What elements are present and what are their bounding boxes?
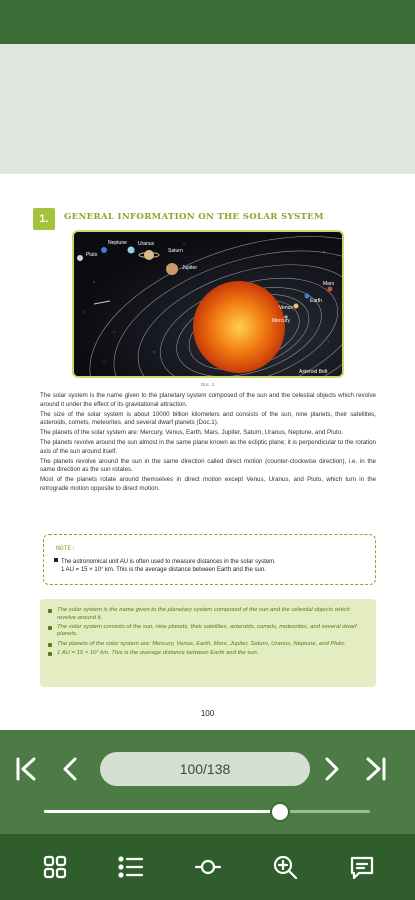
bullet-icon <box>48 626 52 630</box>
label-jupiter: Jupiter <box>182 265 198 271</box>
slider-thumb[interactable] <box>270 802 290 822</box>
neptune-planet <box>101 247 107 253</box>
paragraph: The planets of the solar system are: Mercury, Venus, Earth, Mars, Jupiter, Saturn, Uranus, Neptune, and Pluto. <box>40 429 343 437</box>
top-bar <box>0 0 415 44</box>
solar-system-illustration <box>74 232 342 376</box>
book-page[interactable] <box>0 174 415 730</box>
section-number: 1. <box>33 208 55 230</box>
summary-item: The planets of the solar system are: Mercury, Venus, Earth, Mars, Jupiter, Saturn, Uranus, Neptune, and Pluto. <box>48 641 368 649</box>
label-pluto: Pluto <box>86 252 98 258</box>
bullet-icon <box>48 643 52 647</box>
label-neptune: Neptune <box>108 240 127 246</box>
sun <box>193 281 285 373</box>
label-asteroid-belt: Asteroid Belt <box>299 369 328 375</box>
bottom-toolbar <box>0 834 415 900</box>
paragraph: Most of the planets rotate around themselves in direct motion except Venus, Uranus, and Pluto, which turn in the retrograde motion opposite to direct motion. <box>40 476 376 492</box>
label-saturn: Saturn <box>168 248 183 254</box>
chevron-right-icon[interactable] <box>322 756 342 787</box>
bullet-square-icon <box>54 558 58 562</box>
label-uranus: Uranus <box>138 241 155 247</box>
earth-planet <box>305 294 310 299</box>
solar-system-figure <box>72 230 344 378</box>
note-line-1: The astronomical unit AU is often used to measure distances in the solar system. <box>61 559 276 565</box>
note-label: NOTE: <box>56 544 76 552</box>
bullet-icon <box>48 652 52 656</box>
summary-box <box>40 599 376 687</box>
note-box <box>43 534 376 585</box>
label-venus: Venus <box>279 305 293 311</box>
saturn-planet <box>144 250 154 260</box>
paragraph: The solar system is the name given to the planetary system composed of the sun and the celestial objects which revolve around it under the effect of its gravitational attraction. <box>40 392 376 408</box>
summary-item: The solar system consists of the sun, nine planets, their satellites, asteroids, comets, meteorites, and several dwarf planets. <box>48 624 368 639</box>
page-gap <box>0 44 415 174</box>
uranus-planet <box>128 247 135 254</box>
note-text <box>54 558 372 575</box>
list-icon[interactable] <box>116 852 146 882</box>
jupiter-planet <box>166 263 178 275</box>
comment-icon[interactable] <box>347 852 377 882</box>
note-line-2: 1 AU = 15 × 10⁷ km. This is the average distance between Earth and the sun. <box>61 567 266 574</box>
label-mercury: Mercury <box>272 318 291 324</box>
grid-icon[interactable] <box>40 852 70 882</box>
paragraph: The planets revolve around the sun in the same direction called direct motion (counter-clockwise direction), i.e. in the same direction as the sun rotates. <box>40 457 376 474</box>
skip-last-icon[interactable] <box>364 756 388 787</box>
rotate-icon[interactable] <box>193 852 223 882</box>
mars-planet <box>328 287 333 292</box>
figure-caption: Doc. 1 <box>200 382 215 387</box>
summary-item: The solar system is the name given to the planetary system composed of the sun and the celestial objects which revolve around it. <box>48 607 368 622</box>
label-mars: Mars <box>323 281 335 287</box>
section-title: GENERAL INFORMATION ON THE SOLAR SYSTEM <box>64 212 324 222</box>
bullet-icon <box>48 609 52 613</box>
slider-fill <box>44 810 280 813</box>
navigation-controls <box>0 730 415 834</box>
paragraph: The size of the solar system is about 10000 billion kilometers and consists of the sun, nine planets, their satellites, asteroids, comets, meteorites, and several dwarf planets (Doc.1). <box>40 410 376 427</box>
page-indicator[interactable]: 100/138 <box>100 752 310 786</box>
zoom-in-icon[interactable] <box>270 852 300 882</box>
venus-planet <box>294 304 299 309</box>
page-slider[interactable] <box>44 802 370 822</box>
paragraph: The planets revolve around the sun almost in the same plane known as the ecliptic plane; it is perpendicular to the rotation axis of the sun around itself. <box>40 439 376 455</box>
body-text <box>40 392 376 495</box>
summary-item: 1 AU = 15 × 10⁷ km. This is the average distance between Earth and the sun. <box>48 650 368 658</box>
chevron-left-icon[interactable] <box>60 756 80 787</box>
page-number: 100 <box>200 709 215 718</box>
label-earth: Earth <box>310 298 322 304</box>
pluto-planet <box>77 255 83 261</box>
skip-first-icon[interactable] <box>14 756 38 787</box>
